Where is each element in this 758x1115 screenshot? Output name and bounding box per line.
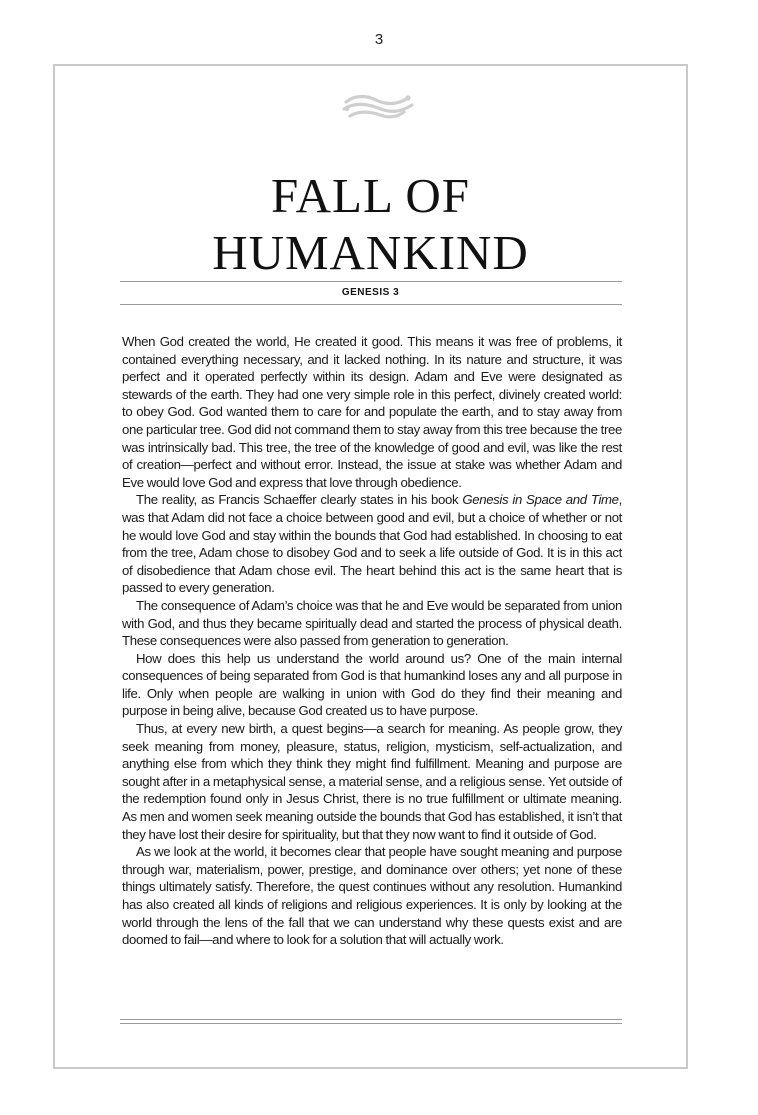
paragraph: How does this help us understand the world around us? One of the main internal consequences of being separated from God is that humankind loses any and all purpose in life. Only when people are walking in union with God do they find their meaning and purpose in being alive, because God created us to have purpose. <box>122 650 622 719</box>
chapter-title-line-1: FALL OF <box>271 168 470 223</box>
page-number: 3 <box>374 31 384 48</box>
footer-rule-bottom <box>120 1023 622 1024</box>
chapter-title-line-2: HUMANKIND <box>212 225 529 280</box>
swirl-ornament-icon <box>338 90 418 122</box>
body-text <box>122 333 622 949</box>
paragraph-text: , was that Adam did not face a choice between good and evil, but a choice of whether or not he would love God and stay within the bounds that God had established. In choosing to eat from the tree, Adam chose to disobey God and to seek a life outside of God. It is in this act of disobedience that Adam chose evil. The heart behind this act is the same heart that is passed to every generation. <box>122 492 622 596</box>
paragraph <box>122 491 622 597</box>
footer-rule-top <box>120 1019 622 1020</box>
paragraph: When God created the world, He created it good. This means it was free of problems, it contained everything necessary, and it lacked nothing. In its nature and structure, it was perfect and it operated perfectly within its design. Adam and Eve were designated as stewards of the earth. They had one very simple role in this perfect, divinely created world: to obey God. God wanted them to care for and populate the earth, and to stay away from one particular tree. God did not command them to stay away from this tree because the tree was intrinsically bad. This tree, the tree of the knowledge of good and evil, was like the rest of creation—perfect and without error. Instead, the issue at stake was whether Adam and Eve would love God and express that love through obedience. <box>122 334 622 490</box>
book-title: Genesis in Space and Time <box>462 492 619 508</box>
title-rule-bottom <box>120 304 622 305</box>
paragraph: The consequence of Adam’s choice was that he and Eve would be separated from union with God, and thus they became spiritually dead and started the process of physical death. These consequences were also passed from generation to generation. <box>122 597 622 649</box>
paragraph: Thus, at every new birth, a quest begins—a search for meaning. As people grow, they seek meaning from money, pleasure, status, religion, mysticism, self-actualization, and anything else from which they think they might find fulfillment. Meaning and purpose are sought after in a metaphysical sense, a material sense, and a religious sense. Yet outside of the redemption found only in Jesus Christ, there is no true fulfillment or ultimate meaning. As men and women seek meaning outside the bounds that God has established, it isn’t that they have lost their desire for spirituality, but that they now want to find it outside of God. <box>122 721 622 842</box>
title-rule-top <box>120 281 622 282</box>
scripture-reference: GENESIS 3 <box>341 287 400 298</box>
paragraph: As we look at the world, it becomes clear that people have sought meaning and purpose through war, materialism, power, prestige, and dominance over others; yet none of these things ultimately satisfy. Therefore, the quest continues without any resolution. Humankind has also created all kinds of religions and religious experiences. It is only by looking at the world through the lens of the fall that we can understand why these quests exist and are doomed to fail—and where to look for a solution that will actually work. <box>122 844 622 948</box>
paragraph-text: The reality, as Francis Schaeffer clearly states in his book <box>136 492 463 508</box>
